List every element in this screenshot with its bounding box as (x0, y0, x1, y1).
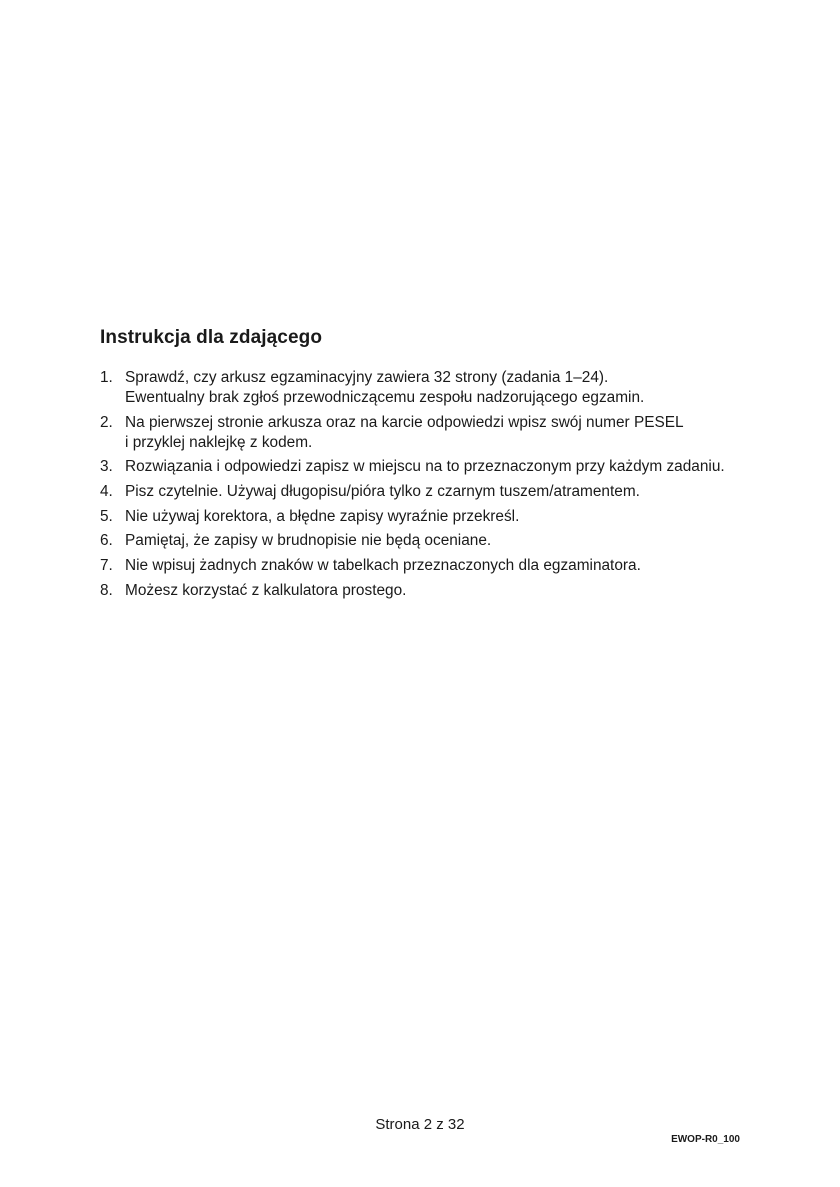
instruction-number: 2. (100, 413, 113, 431)
instruction-text: Pisz czytelnie. Używaj długopisu/pióra tylko z czarnym tuszem/atramentem. (125, 483, 640, 501)
instruction-text: i przyklej naklejkę z kodem. (125, 433, 313, 451)
instruction-item-8 (100, 581, 725, 601)
instructions-list (100, 368, 725, 606)
instruction-number: 3. (100, 458, 113, 476)
instruction-item-6 (100, 531, 725, 551)
instruction-text: Pamiętaj, że zapisy w brudnopisie nie będą oceniane. (125, 532, 492, 550)
instruction-number: 7. (100, 557, 113, 575)
instruction-text: Ewentualny brak zgłoś przewodniczącemu zespołu nadzorującego egzamin. (125, 389, 645, 406)
instruction-number: 6. (100, 532, 113, 550)
page-number: Strona 2 z 32 (375, 1116, 465, 1133)
instruction-number: 1. (100, 369, 113, 386)
instruction-text: Na pierwszej stronie arkusza oraz na karcie odpowiedzi wpisz swój numer PESEL (125, 413, 684, 431)
instruction-item-4 (100, 482, 725, 502)
instruction-text: Możesz korzystać z kalkulatora prostego. (125, 581, 407, 599)
instruction-item-3 (100, 457, 725, 477)
instructions-heading: Instrukcja dla zdającego (100, 327, 323, 348)
instruction-item-1 (100, 368, 725, 408)
instruction-text: Sprawdź, czy arkusz egzaminacyjny zawiera 32 strony (zadania 1–24). (125, 369, 609, 386)
instruction-text: Nie wpisuj żadnych znaków w tabelkach przeznaczonych dla egzaminatora. (125, 557, 641, 575)
instruction-item-5 (100, 507, 725, 527)
instruction-number: 4. (100, 483, 113, 501)
instruction-number: 8. (100, 581, 113, 599)
instruction-text: Nie używaj korektora, a błędne zapisy wyraźnie przekreśl. (125, 507, 520, 525)
instruction-number: 5. (100, 507, 113, 525)
instruction-text: Rozwiązania i odpowiedzi zapisz w miejscu na to przeznaczonym przy każdym zadaniu. (125, 458, 725, 476)
instruction-item-7 (100, 556, 725, 576)
instruction-item-2 (100, 413, 725, 453)
exam-code: EWOP-R0_100 (671, 1134, 740, 1145)
